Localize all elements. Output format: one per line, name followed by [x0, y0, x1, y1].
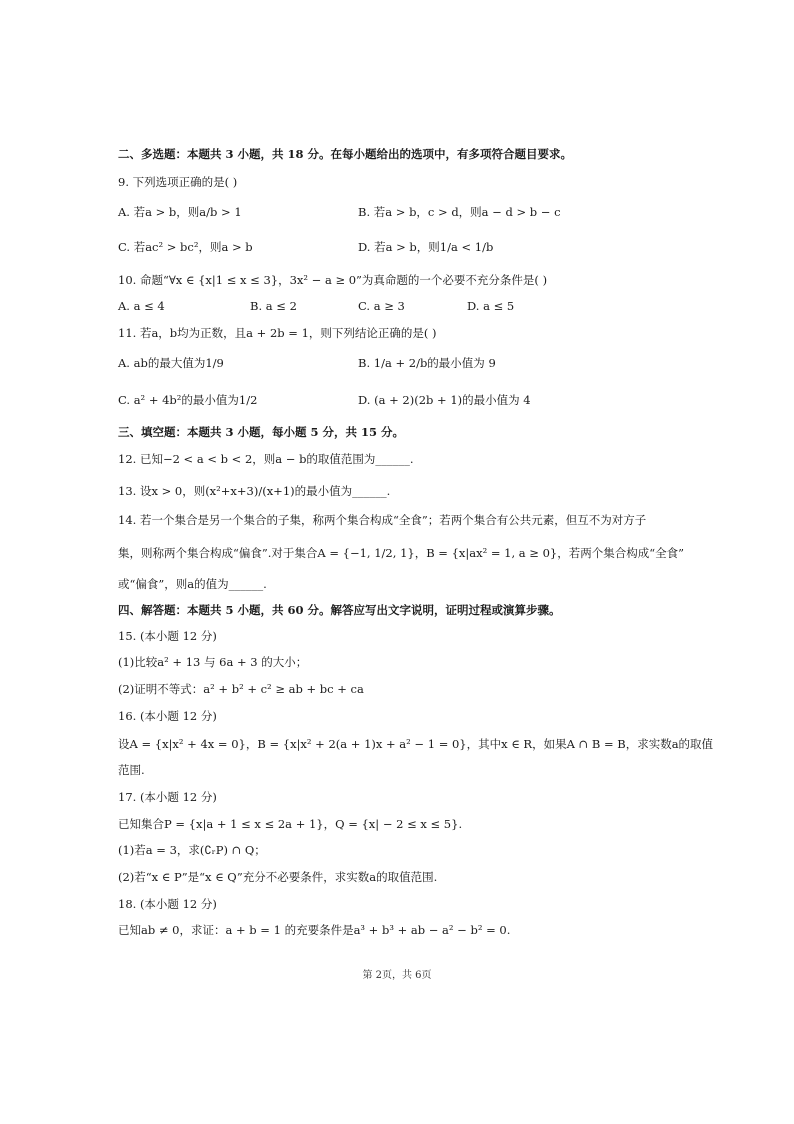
section-header-multiple-choice: 二、多选题：本题共 3 小题，共 18 分。在每小题给出的选项中，有多项符合题目要求。 [118, 147, 573, 161]
question-10-option-b: B. a ≤ 2 [250, 299, 297, 313]
question-11-stem: 11. 若a，b均为正数，且a + 2b = 1，则下列结论正确的是( ) [118, 326, 437, 340]
question-17-title: 17. (本小题 12 分) [118, 790, 217, 804]
question-12: 12. 已知−2 < a < b < 2，则a − b的取值范围为______. [118, 452, 414, 466]
question-10-option-c: C. a ≥ 3 [358, 299, 405, 313]
question-11-option-a: A. ab的最大值为1/9 [118, 356, 224, 370]
question-14-line-2: 集，则称两个集合构成“偏食”.对于集合A = {−1, 1/2, 1}，B = {x|ax² = 1, a ≥ 0}，若两个集合构成“全食” [118, 546, 684, 560]
question-11-option-c: C. a² + 4b²的最小值为1/2 [118, 393, 258, 407]
question-11-option-d: D. (a + 2)(2b + 1)的最小值为 4 [358, 393, 531, 407]
question-16-line-1: 设A = {x|x² + 4x = 0}，B = {x|x² + 2(a + 1)x + a² − 1 = 0}，其中x ∈ R，如果A ∩ B = B，求实数a的取值 [118, 737, 714, 751]
page-footer: 第 2页，共 6页 [362, 970, 432, 981]
question-17-part-2: (2)若“x ∈ P”是“x ∈ Q”充分不必要条件，求实数a的取值范围. [118, 870, 438, 884]
question-9-option-d: D. 若a > b，则1/a < 1/b [358, 240, 494, 254]
section-header-free-response: 四、解答题：本题共 5 小题，共 60 分。解答应写出文字说明，证明过程或演算步骤。 [118, 603, 561, 617]
question-17-line-1: 已知集合P = {x|a + 1 ≤ x ≤ 2a + 1}，Q = {x| − 2 ≤ x ≤ 5}. [118, 817, 463, 831]
question-18-line-1: 已知ab ≠ 0，求证：a + b = 1 的充要条件是a³ + b³ + ab − a² − b² = 0. [118, 923, 511, 937]
question-9-option-c: C. 若ac² > bc²，则a > b [118, 240, 253, 254]
question-10-option-d: D. a ≤ 5 [467, 299, 515, 313]
question-16-line-2: 范围. [118, 763, 145, 777]
question-10-stem: 10. 命题“∀x ∈ {x|1 ≤ x ≤ 3}，3x² − a ≥ 0”为真命题的一个必要不充分条件是( ) [118, 273, 548, 287]
question-9-stem: 9. 下列选项正确的是( ) [118, 175, 238, 189]
question-10-option-a: A. a ≤ 4 [118, 299, 165, 313]
question-15-part-1: (1)比较a² + 13 与 6a + 3 的大小； [118, 655, 308, 669]
question-9-option-a: A. 若a > b，则a/b > 1 [118, 205, 242, 219]
question-15-part-2: (2)证明不等式：a² + b² + c² ≥ ab + bc + ca [118, 682, 364, 696]
section-header-fill-in: 三、填空题：本题共 3 小题，每小题 5 分，共 15 分。 [118, 425, 405, 439]
question-11-option-b: B. 1/a + 2/b的最小值为 9 [358, 356, 496, 370]
question-17-part-1: (1)若a = 3，求(∁ᵣP) ∩ Q； [118, 843, 266, 857]
question-18-title: 18. (本小题 12 分) [118, 897, 217, 911]
question-14-line-1: 14. 若一个集合是另一个集合的子集，称两个集合构成“全食”；若两个集合有公共元素，但互不为对方子 [118, 513, 647, 527]
question-15-title: 15. (本小题 12 分) [118, 629, 217, 643]
question-13: 13. 设x > 0，则(x²+x+3)/(x+1)的最小值为______. [118, 484, 391, 498]
question-16-title: 16. (本小题 12 分) [118, 709, 217, 723]
question-14-line-3: 或“偏食”，则a的值为______. [118, 577, 267, 591]
question-9-option-b: B. 若a > b，c > d，则a − d > b − c [358, 205, 561, 219]
